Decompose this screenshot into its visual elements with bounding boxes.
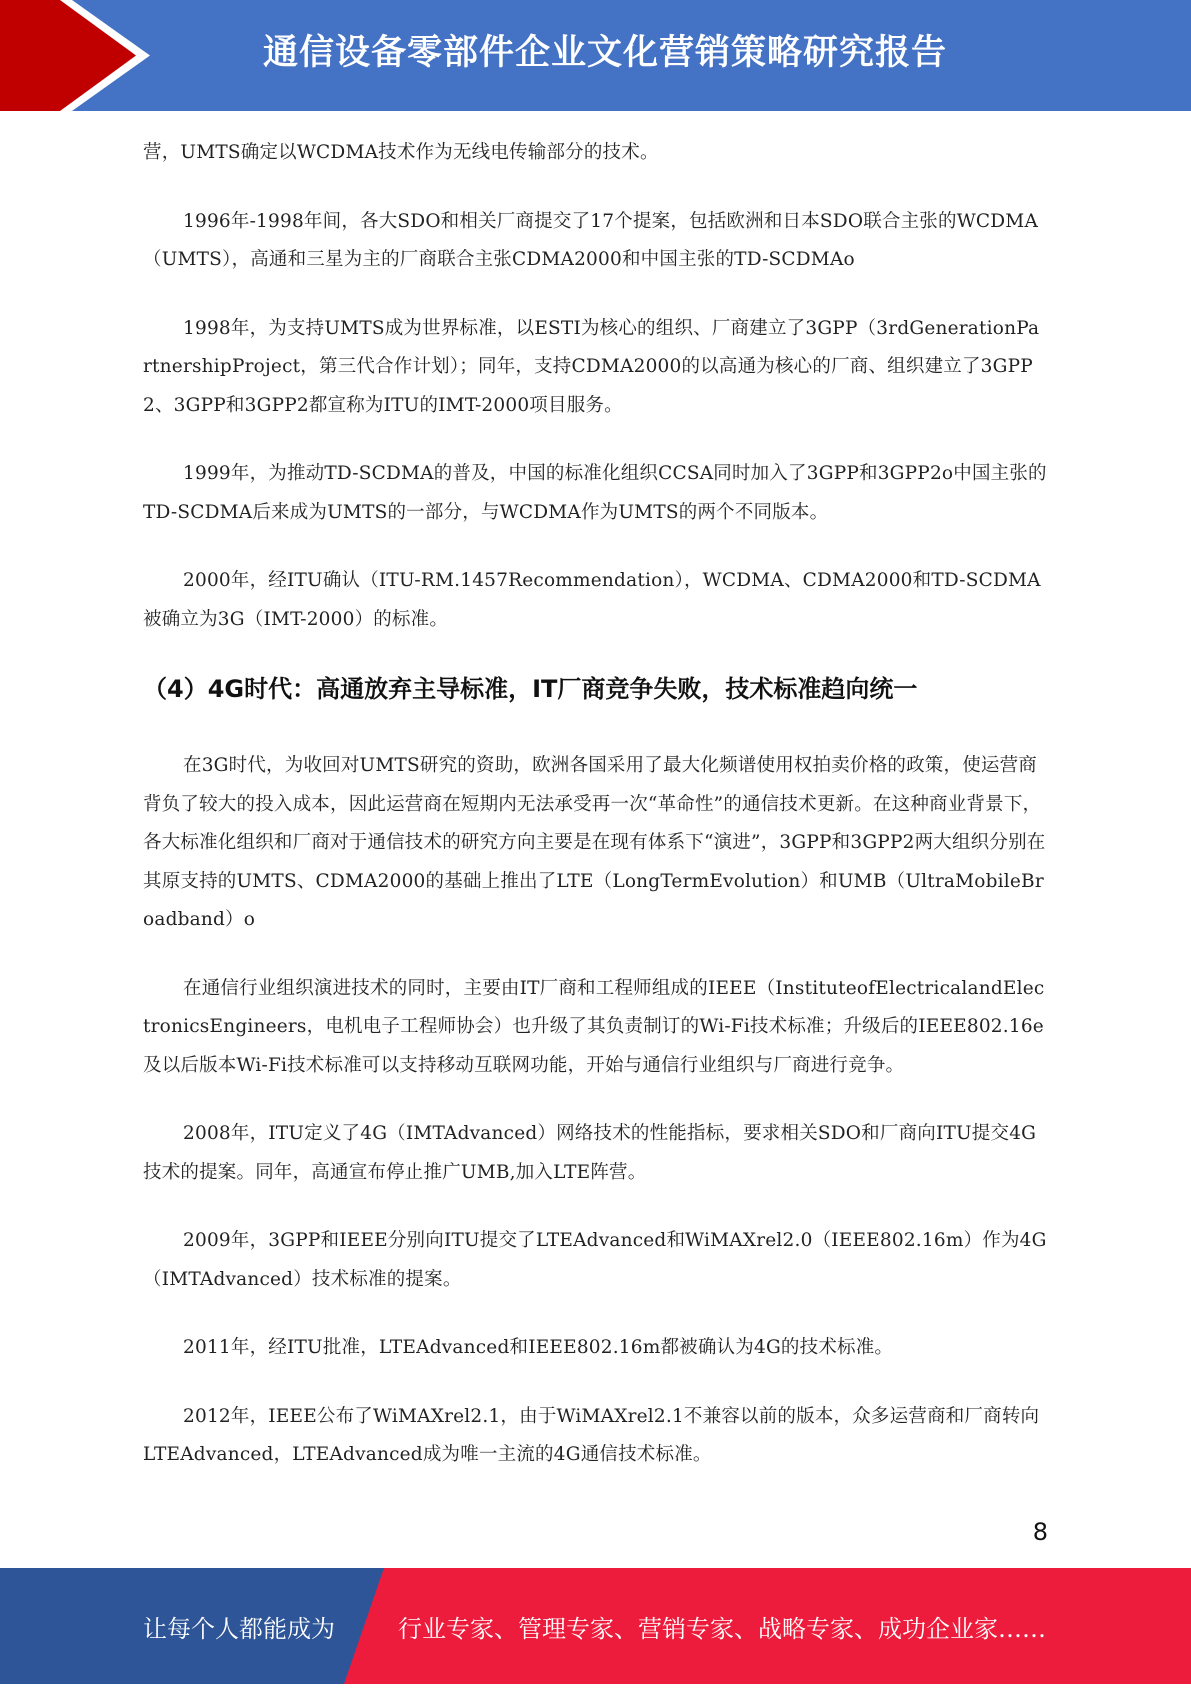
paragraph: 2012年，IEEE公布了WiMAXrel2.1，由于WiMAXrel2.1不兼容以前的版本，众多运营商和厂商转向LTEAdvanced，LTEAdvanced成为唯一主流的4G通信技术标准。: [143, 1405, 1040, 1465]
paragraph: 1996年-1998年间，各大SDO和相关厂商提交了17个提案，包括欧洲和日本SDO联合主张的WCDMA（UMTS），高通和三星为主的厂商联合主张CDMA2000和中国主张的TD-SCDMAo: [143, 210, 1039, 270]
paragraph: 营，UMTS确定以WCDMA技术作为无线电传输部分的技术。: [143, 142, 659, 163]
paragraph: 2011年，经ITU批准，LTEAdvanced和IEEE802.16m都被确认为4G的技术标准。: [183, 1337, 894, 1358]
paragraph: 在通信行业组织演进技术的同时，主要由IT厂商和工程师组成的IEEE（InstituteofElectricalandElectronicsEngineers，电机电子工程师协会）也升级了其负责制订的Wi-Fi技术标准；升级后的IEEE802.16e及以后版本Wi-Fi技术标准可以支持移动互联网功能，开始与通信行业组织与厂商进行竞争。: [143, 977, 1045, 1076]
paragraph: 1998年，为支持UMTS成为世界标准，以ESTI为核心的组织、厂商建立了3GPP（3rdGenerationPartnershipProject，第三代合作计划）；同年，支持CDMA2000的以高通为核心的厂商、组织建立了3GPP2、3GPP和3GPP2都宣称为ITU的IMT-2000项目服务。: [143, 317, 1040, 416]
document-body: [143, 134, 1048, 1505]
page-number: 8: [1032, 1518, 1048, 1546]
report-title: 通信设备零部件企业文化营销策略研究报告: [263, 33, 948, 73]
paragraph: 2008年，ITU定义了4G（IMTAdvanced）网络技术的性能指标，要求相关SDO和厂商向ITU提交4G技术的提案。同年，高通宣布停止推广UMB,加入LTE阵营。: [143, 1123, 1037, 1183]
paragraph: 在3G时代，为收回对UMTS研究的资助，欧洲各国采用了最大化频谱使用权拍卖价格的政策，使运营商背负了较大的投入成本，因此运营商在短期内无法承受再一次“革命性”的通信技术更新。在这种商业背景下，各大标准化组织和厂商对于通信技术的研究方向主要是在现有体系下“演进”，3GPP和3GPP2两大组织分别在其原支持的UMTS、CDMA2000的基础上推出了LTE（LongTermEvolution）和UMB（UltraMobileBroadband）o: [143, 755, 1046, 930]
page-header: [0, 0, 1191, 111]
footer-slogan-right: 行业专家、管理专家、营销专家、战略专家、成功企业家……: [398, 1615, 1046, 1643]
section-heading: （4）4G时代：高通放弃主导标准，IT厂商竞争失败，技术标准趋向统一: [143, 675, 918, 703]
page-footer: [0, 1568, 1191, 1684]
chevron-red: [0, 0, 136, 111]
footer-slogan-left: 让每个人都能成为: [143, 1615, 335, 1643]
paragraph: 2000年，经ITU确认（ITU-RM.1457Recommendation），WCDMA、CDMA2000和TD-SCDMA被确立为3G（IMT-2000）的标准。: [143, 570, 1041, 630]
paragraph: 2009年，3GPP和IEEE分别向ITU提交了LTEAdvanced和WiMAXrel2.0（IEEE802.16m）作为4G（IMTAdvanced）技术标准的提案。: [143, 1230, 1047, 1290]
paragraph: 1999年，为推动TD-SCDMA的普及，中国的标准化组织CCSA同时加入了3GPP和3GPP2o中国主张的TD-SCDMA后来成为UMTS的一部分，与WCDMA作为UMTS的两个不同版本。: [143, 463, 1047, 523]
